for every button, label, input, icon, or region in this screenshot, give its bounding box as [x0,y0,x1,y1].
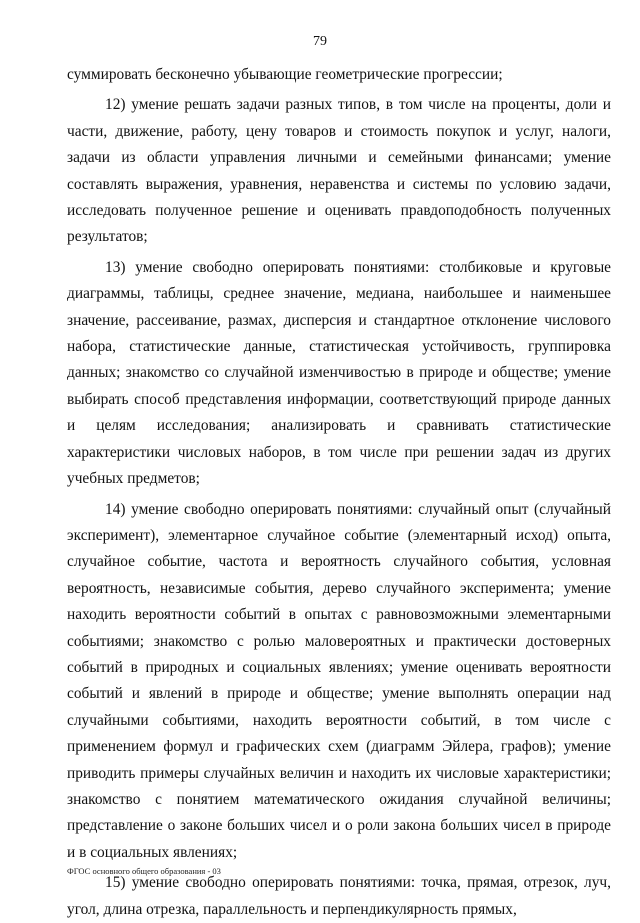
body-text [67,62,611,923]
page-number: 79 [313,34,327,49]
paragraph-item-15: 15) умение свободно оперировать понятиями: точка, прямая, отрезок, луч, угол, длина отрезка, параллельность и перпендикулярность прямых, [67,874,611,918]
paragraph-item-12: 12) умение решать задачи разных типов, в том числе на проценты, доли и части, движение, работу, цену товаров и стоимость покупок и услуг, налоги, задачи из области управления личными и семейными финансами; умение составлять выражения, уравнения, неравенства и системы по условию задачи, исследовать полученное решение и оценивать правдоподобность полученных результатов; [67,96,611,246]
paragraph-item-13: 13) умение свободно оперировать понятиями: столбиковые и круговые диаграммы, таблицы, среднее значение, медиана, наибольшее и наименьшее значение, рассеивание, размах, дисперсия и стандартное отклонение числового набора, статистические данные, статистическая устойчивость, группировка данных; знакомство со случайной изменчивостью в природе и обществе; умение выбирать способ представления информации, соответствующий природе данных и целям исследования; анализировать и сравнивать статистические характеристики числовых наборов, в том числе при решении задач из других учебных предметов; [67,258,611,488]
paragraph-continuation: суммировать бесконечно убывающие геометрические прогрессии; [67,66,503,83]
paragraph-item-14: 14) умение свободно оперировать понятиями: случайный опыт (случайный эксперимент), элементарное случайное событие (элементарный исход) опыта, случайное событие, частота и вероятность случайного события, условная вероятность, независимые события, дерево случайного эксперимента; умение находить вероятности событий в опытах с равновозможными элементарными событиями; знакомство с ролью маловероятных и практически достоверных событий в природных и социальных явлениях; умение оценивать вероятности событий и явлений в природе и обществе; умение выполнять операции над случайными событиями, находить вероятности событий, в том числе с применением формул и графических схем (диаграмм Эйлера, графов); умение приводить примеры случайных величин и находить их числовые характеристики; знакомство с понятием математического ожидания случайной величины; представление о законе больших чисел и о роли закона больших чисел в природе и в социальных явлениях; [67,500,611,861]
page-footer: ФГОС основного общего образования - 03 [67,866,221,876]
